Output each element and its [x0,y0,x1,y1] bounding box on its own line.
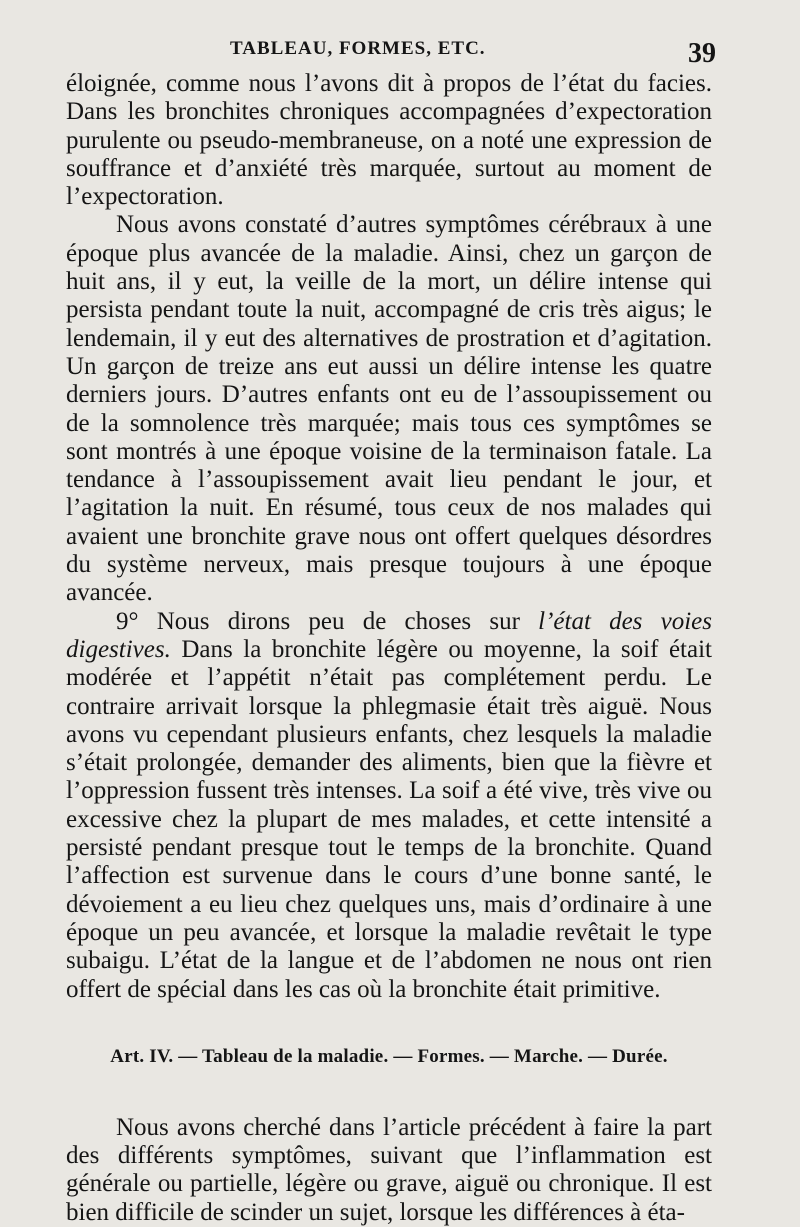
section-9-body: Dans la bronchite légère ou moyenne, la soif était modérée et l’appétit n’était pas complétement perdu. Le contraire arrivait lorsque la phlegmasie était très aiguë. Nous avons vu cependant plusieurs enfants, chez lesquels la maladie s’était prolongée, demander des aliments, bien que la fièvre et l’oppression fussent très intenses. La soif a été vive, très vive ou excessive chez la plupart de mes malades, et cette intensité a persisté pendant presque tout le temps de la bronchite. Quand l’affection est survenue dans le cours d’une bonne santé, le dévoiement a eu lieu chez quelques uns, mais d’ordinaire à une époque un peu avancée, et lorsque la maladie revêtait le type subaigu. L’état de la langue et de l’abdomen ne nous ont rien offert de spécial dans les cas où la bronchite était primitive. [66,635,712,1003]
article-heading: Art. IV. — Tableau de la maladie. — Formes. — Marche. — Durée. [110,1045,668,1067]
page-number: 39 [688,38,716,69]
section-9-italic-title: l’état des voies digestives. [66,607,712,663]
paragraph-article-intro: Nous avons cherché dans l’article précédent à faire la part des différents symptômes, suivant que l’inflammation est générale ou partielle, légère ou grave, aiguë ou chronique. Il est bien difficile de scinder un sujet, lorsque les différences à éta- [66,1113,712,1226]
paragraph-digestive-tract [66,608,712,1004]
paragraph-cerebral-symptoms: Nous avons constaté d’autres symptômes cérébraux à une époque plus avancée de la maladie. Ainsi, chez un garçon de huit ans, il y eut, la veille de la mort, un délire intense qui persista pendant toute la nuit, accompagné de cris très aigus; le lendemain, il y eut des alternatives de prostration et d’agitation. Un garçon de treize ans eut aussi un délire intense les quatre derniers jours. D’autres enfants ont eu de l’assoupissement ou de la somnolence très marquée; mais tous ces symptômes se sont montrés à une époque voisine de la terminaison fatale. La tendance à l’assoupissement avait lieu pendant le jour, et l’agitation la nuit. En résumé, tous ceux de nos malades qui avaient une bronchite grave nous ont offert quelques désordres du système nerveux, mais presque toujours à une époque avancée. [66,211,712,607]
section-9-lead: 9° Nous dirons peu de choses sur [116,607,539,635]
page-header [66,34,716,70]
running-head: TABLEAU, FORMES, ETC. [230,38,486,59]
paragraph-facies: éloignée, comme nous l’avons dit à propos de l’état du facies. Dans les bronchites chroniques accompagnées d’expectoration purulente ou pseudo-membraneuse, on a noté une expression de souffrance et d’anxiété très marquée, surtout au moment de l’expectoration. [66,70,712,211]
